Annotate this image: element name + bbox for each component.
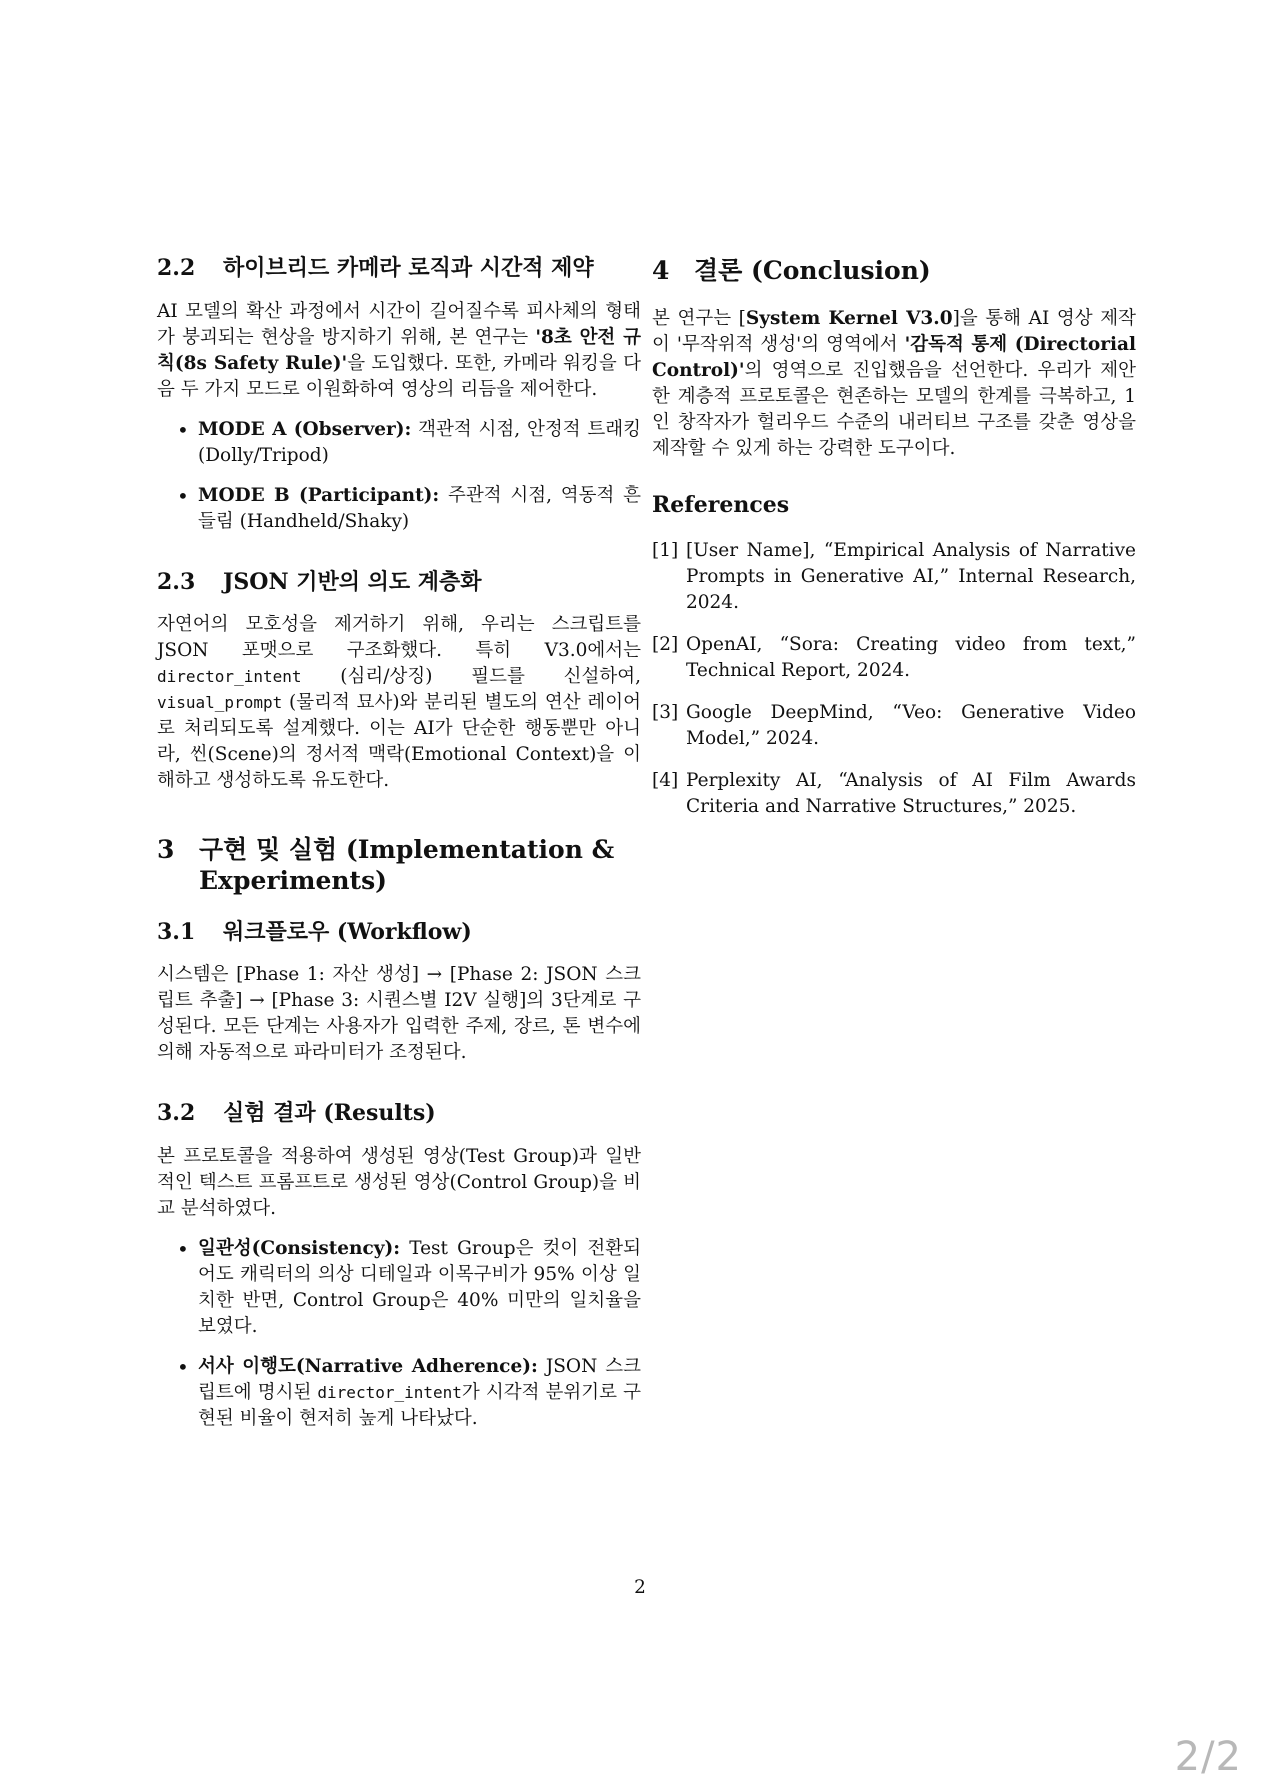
section-number: 2.2 [157, 255, 196, 281]
references [652, 492, 1136, 820]
section-3-2 [157, 1100, 641, 1432]
section-title: 결론 (Conclusion) [694, 256, 931, 285]
section-title: 워크플로우 (Workflow) [223, 918, 472, 945]
references-heading: References [652, 492, 790, 519]
section-heading [652, 255, 1136, 286]
paragraph: 자연어의 모호성을 제거하기 위해, 우리는 스크립트를 JSON 포맷으로 구조화했다. 특히 V3.0에서는 director_intent (심리/상징) 필드를 신설하여, visual_prompt (물리적 묘사)와 분리된 별도의 연산 레이어로 처리되도록 설계했다. 이는 AI가 단순한 행동뿐만 아니라, 씬(Scene)의 정서적 맥락(Emotional Context)을 이해하고 생성하도록 유도한다. [157, 614, 641, 791]
reference-item: [2] OpenAI, “Sora: Creating video from text,” Technical Report, 2024. [652, 633, 1136, 681]
section-title: 하이브리드 카메라 로직과 시간적 제약 [223, 255, 594, 281]
section-2-2 [157, 255, 641, 535]
right-column [652, 255, 1136, 820]
reference-item: [1] [User Name], “Empirical Analysis of Narrative Prompts in Generative AI,” Internal Research, 2024. [652, 539, 1136, 613]
paragraph: 본 프로토콜을 적용하여 생성된 영상(Test Group)과 일반적인 텍스트 프롬프트로 생성된 영상(Control Group)을 비교 분석하였다. [157, 1145, 641, 1219]
section-heading [157, 834, 641, 897]
list-item: • MODE B (Participant): 주관적 시점, 역동적 흔들림 (Handheld/Shaky) [177, 483, 641, 535]
section-3-1 [157, 919, 641, 1067]
paragraph: AI 모델의 확산 과정에서 시간이 길어질수록 피사체의 형태가 붕괴되는 현상을 방지하기 위해, 본 연구는 '8초 안전 규칙(8s Safety Rule)'을 도입했다. 또한, 카메라 워킹을 다음 두 가지 모드로 이원화하여 영상의 리듬을 제어한다. [157, 300, 641, 400]
section-title: 구현 및 실험 (Implementation & Experiments) [199, 835, 615, 896]
viewer-page-indicator: 2/2 [1174, 1734, 1242, 1780]
list-item: • 일관성(Consistency): Test Group은 컷이 전환되어도 캐릭터의 의상 디테일과 이목구비가 95% 이상 일치한 반면, Control Group은 40% 미만의 일치율을 보였다. [177, 1236, 641, 1340]
list-item: • MODE A (Observer): 객관적 시점, 안정적 트래킹 (Dolly/Tripod) [177, 417, 641, 469]
section-number: 3.1 [157, 918, 196, 945]
list-item: • 서사 이행도(Narrative Adherence): JSON 스크립트에 명시된 director_intent가 시각적 분위기로 구현된 비율이 현저히 높게 나타났다. [177, 1354, 641, 1432]
section-heading [157, 919, 641, 947]
paragraph: 본 연구는 [System Kernel V3.0]을 통해 AI 영상 제작이 '무작위적 생성'의 영역에서 '감독적 통제 (Directorial Control)'의 영역으로 진입했음을 선언한다. 우리가 제안한 계층적 프로토콜은 현존하는 모델의 한계를 극복하고, 1인 창작자가 헐리우드 수준의 내러티브 구조를 갖춘 영상을 제작할 수 있게 하는 강력한 도구이다. [652, 308, 1136, 460]
section-number: 2.3 [157, 568, 196, 595]
section-heading [157, 1100, 641, 1128]
reference-item: [4] Perplexity AI, “Analysis of AI Film Awards Criteria and Narrative Structures,” 2025. [652, 769, 1136, 817]
reference-item: [3] Google DeepMind, “Veo: Generative Video Model,” 2024. [652, 701, 1136, 749]
left-column [157, 255, 641, 1432]
section-number: 3 [157, 835, 175, 864]
section-title: 실험 결과 (Results) [223, 1100, 436, 1126]
section-heading [157, 569, 641, 597]
section-title: JSON 기반의 의도 계층화 [223, 568, 482, 595]
bullet-list [157, 1236, 641, 1432]
section-2-3 [157, 569, 641, 795]
section-number: 3.2 [157, 1100, 196, 1126]
bullet-list [157, 417, 641, 535]
section-3 [157, 834, 641, 897]
reference-list [652, 538, 1136, 820]
page-number: 2 [634, 1577, 646, 1598]
section-number: 4 [652, 256, 670, 285]
paragraph: 시스템은 [Phase 1: 자산 생성] → [Phase 2: JSON 스크립트 추출] → [Phase 3: 시퀀스별 I2V 실행]의 3단계로 구성된다. 모든 단계는 사용자가 입력한 주제, 장르, 톤 변수에 의해 자동적으로 파라미터가 조정된다. [157, 964, 641, 1063]
section-4 [652, 255, 1136, 462]
section-heading [157, 255, 641, 283]
